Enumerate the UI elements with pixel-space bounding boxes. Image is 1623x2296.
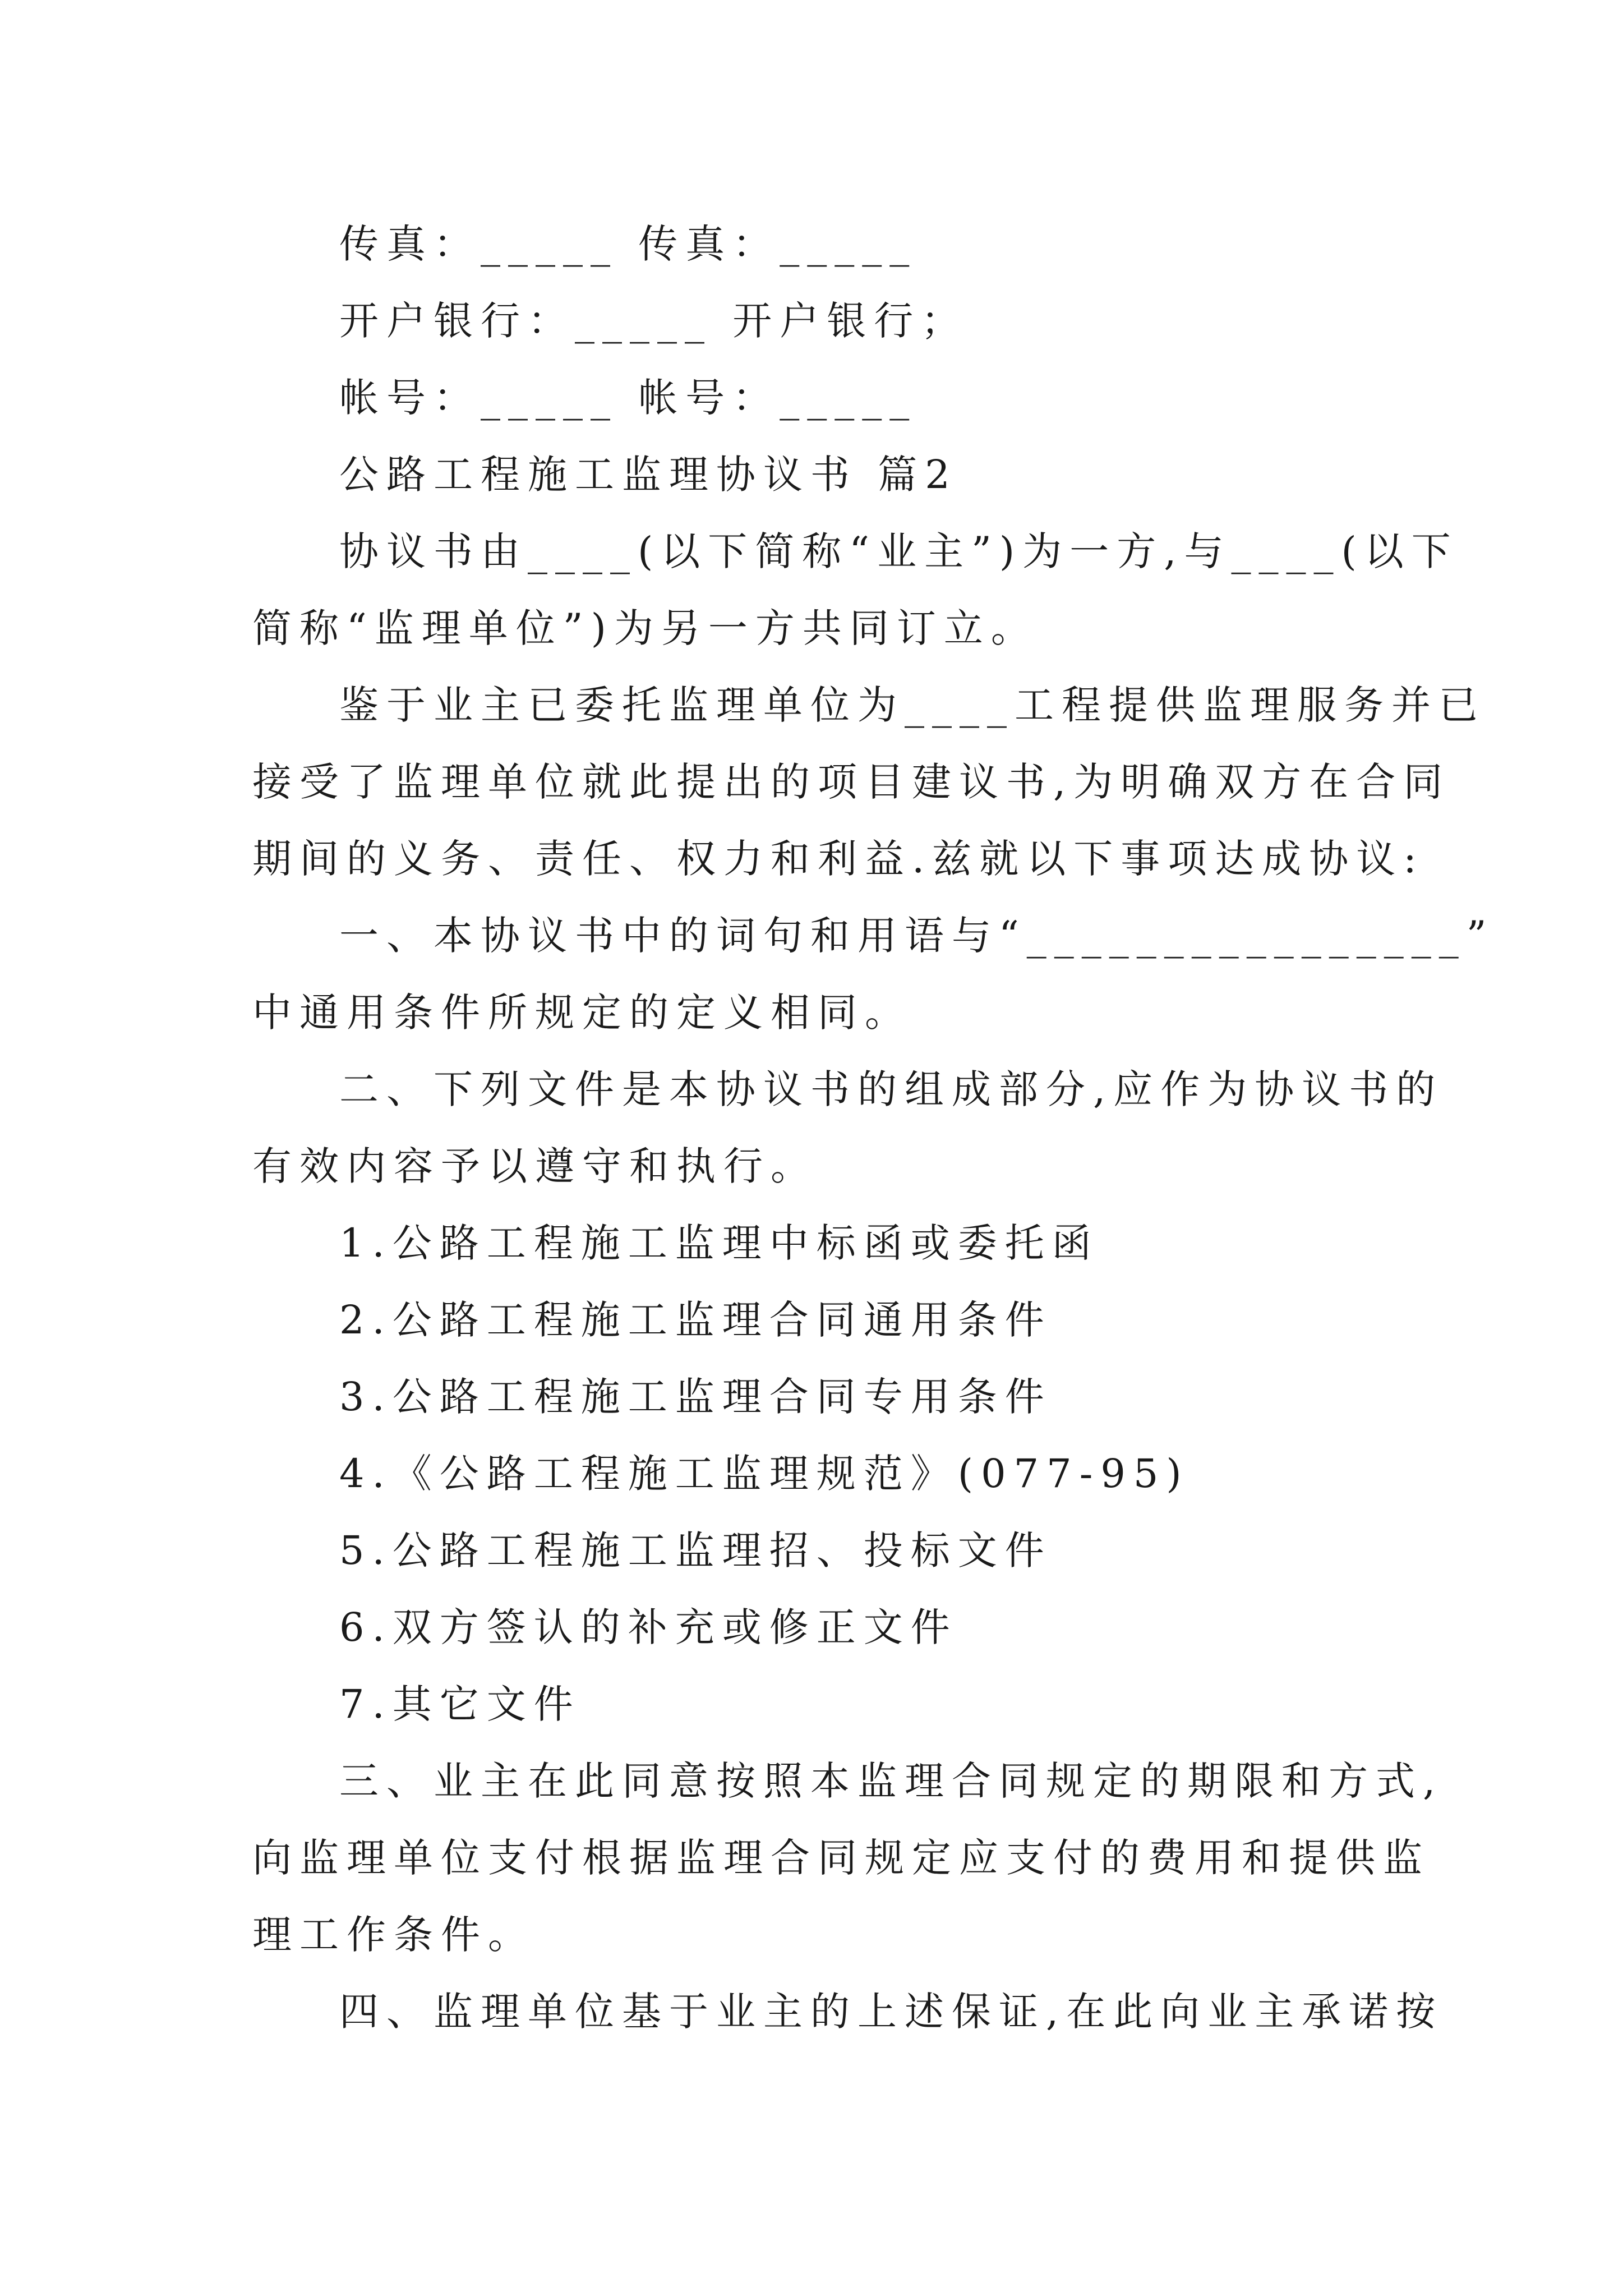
paragraph-line: 三、业主在此同意按照本监理合同规定的期限和方式, (339, 1758, 1444, 1804)
paragraph-line: 一、本协议书中的词句和用语与“________________” (339, 913, 1495, 959)
paragraph-line: 鉴于业主已委托监理单位为____工程提供监理服务并已 (339, 682, 1486, 728)
paragraph-line: 简称“监理单位”)为另一方共同订立。 (252, 605, 1038, 651)
paragraph-line: 期间的义务、责任、权力和利益.兹就以下事项达成协议: (252, 836, 1424, 882)
list-item: 2.公路工程施工监理合同通用条件 (339, 1297, 1052, 1343)
section-title: 公路工程施工监理协议书 篇2 (339, 452, 958, 498)
list-item: 3.公路工程施工监理合同专用条件 (339, 1374, 1052, 1420)
paragraph-line: 有效内容予以遵守和执行。 (252, 1143, 818, 1189)
list-item: 4.《公路工程施工监理规范》(077-95) (339, 1451, 1189, 1497)
paragraph-line: 接受了监理单位就此提出的项目建议书,为明确双方在合同 (252, 759, 1451, 805)
list-item: 1.公路工程施工监理中标函或委托函 (339, 1220, 1099, 1266)
list-item: 5.公路工程施工监理招、投标文件 (339, 1527, 1052, 1573)
fax-line: 传真：_____ 传真：_____ (339, 221, 917, 267)
account-line: 帐号：_____ 帐号：_____ (339, 375, 917, 421)
paragraph-line: 二、下列文件是本协议书的组成部分,应作为协议书的 (339, 1066, 1444, 1112)
list-item: 6.双方签认的补充或修正文件 (339, 1604, 958, 1650)
paragraph-line: 理工作条件。 (252, 1912, 535, 1958)
paragraph-line: 中通用条件所规定的定义相同。 (252, 990, 912, 1036)
list-item: 7.其它文件 (339, 1681, 581, 1727)
paragraph-line: 向监理单位支付根据监理合同规定应支付的费用和提供监 (252, 1835, 1430, 1881)
paragraph-line: 四、监理单位基于业主的上述保证,在此向业主承诺按 (339, 1989, 1444, 2035)
bank-line: 开户银行：_____ 开户银行； (339, 298, 969, 344)
paragraph-line: 协议书由____(以下简称“业主”)为一方,与____(以下 (339, 528, 1459, 574)
